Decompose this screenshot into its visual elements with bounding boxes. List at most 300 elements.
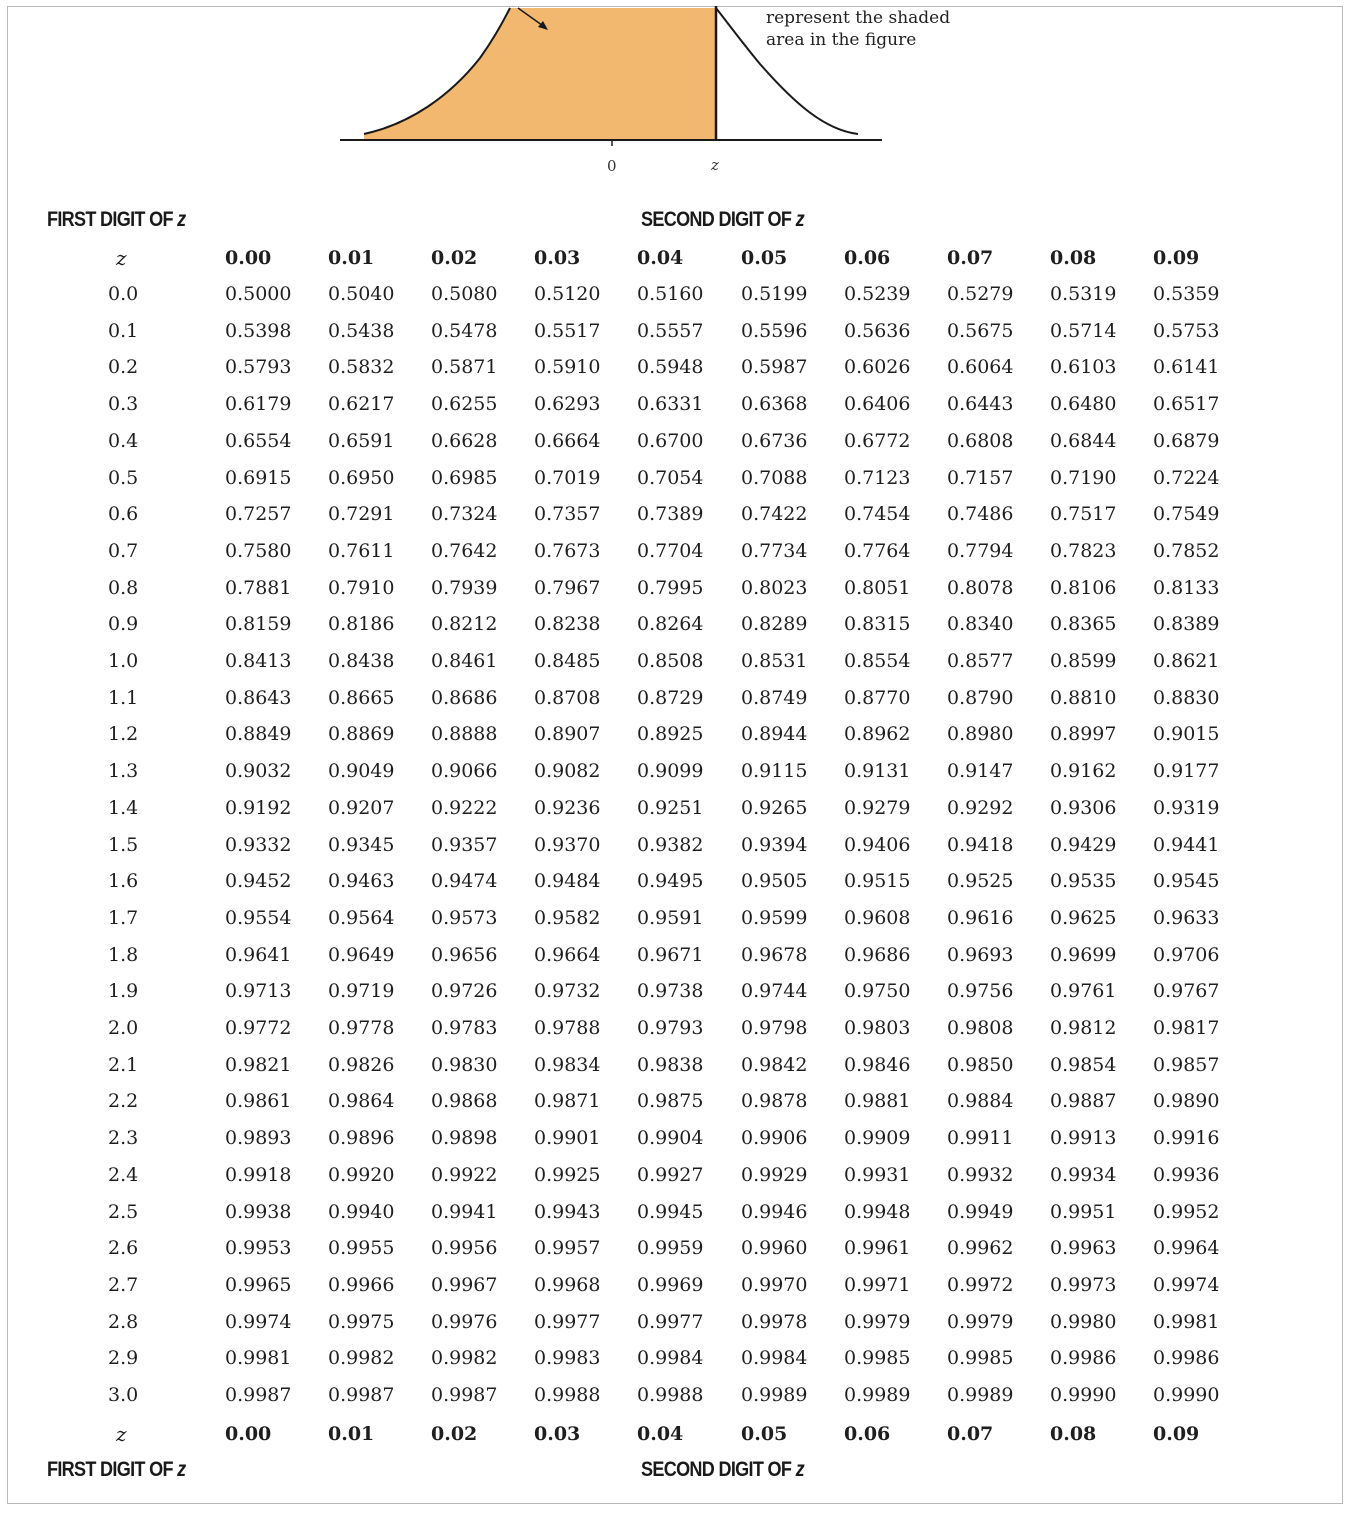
probability-cell: 0.9951 bbox=[1050, 1200, 1117, 1223]
probability-cell: 0.9984 bbox=[741, 1347, 808, 1370]
probability-cell: 0.9916 bbox=[1153, 1127, 1220, 1150]
z-value-cell: 1.1 bbox=[108, 686, 139, 709]
probability-cell: 0.5239 bbox=[844, 283, 911, 305]
z-value-cell: 3.0 bbox=[108, 1384, 139, 1406]
probability-cell: 0.8643 bbox=[225, 686, 292, 709]
probability-cell: 0.9920 bbox=[328, 1163, 395, 1186]
probability-cell: 0.8944 bbox=[741, 723, 808, 746]
probability-cell: 0.9732 bbox=[534, 980, 601, 1003]
probability-cell: 0.6443 bbox=[947, 393, 1014, 416]
probability-cell: 0.9678 bbox=[741, 943, 808, 966]
probability-cell: 0.9976 bbox=[431, 1310, 498, 1333]
probability-cell: 0.7967 bbox=[534, 576, 601, 599]
probability-cell: 0.8389 bbox=[1153, 613, 1220, 636]
probability-cell: 0.6517 bbox=[1153, 393, 1220, 416]
probability-cell: 0.9973 bbox=[1050, 1273, 1117, 1296]
probability-cell: 0.8186 bbox=[328, 613, 395, 636]
probability-cell: 0.9979 bbox=[844, 1310, 911, 1333]
probability-cell: 0.8599 bbox=[1050, 650, 1117, 672]
probability-cell: 0.8621 bbox=[1153, 650, 1220, 672]
probability-cell: 0.9964 bbox=[1153, 1237, 1220, 1260]
probability-cell: 0.7257 bbox=[225, 503, 292, 526]
probability-cell: 0.9983 bbox=[534, 1347, 601, 1370]
probability-cell: 0.9989 bbox=[844, 1384, 911, 1406]
z-value-cell: 1.0 bbox=[108, 650, 139, 672]
probability-cell: 0.7389 bbox=[637, 503, 704, 526]
probability-cell: 0.9986 bbox=[1153, 1347, 1220, 1370]
probability-cell: 0.8078 bbox=[947, 576, 1014, 599]
probability-cell: 0.6950 bbox=[328, 466, 395, 489]
probability-cell: 0.8508 bbox=[637, 650, 704, 672]
probability-cell: 0.9049 bbox=[328, 760, 395, 783]
probability-cell: 0.6406 bbox=[844, 393, 911, 416]
probability-cell: 0.9988 bbox=[534, 1384, 601, 1406]
probability-cell: 0.6255 bbox=[431, 393, 498, 416]
probability-cell: 0.9525 bbox=[947, 870, 1014, 893]
probability-cell: 0.9693 bbox=[947, 943, 1014, 966]
probability-cell: 0.5279 bbox=[947, 283, 1014, 305]
probability-cell: 0.5000 bbox=[225, 283, 292, 305]
column-header: 0.04 bbox=[637, 247, 684, 269]
probability-cell: 0.9969 bbox=[637, 1273, 704, 1296]
probability-cell: 0.9977 bbox=[534, 1310, 601, 1333]
probability-cell: 0.9719 bbox=[328, 980, 395, 1003]
probability-cell: 0.9798 bbox=[741, 1017, 808, 1039]
probability-cell: 0.7881 bbox=[225, 576, 292, 599]
probability-cell: 0.9925 bbox=[534, 1163, 601, 1186]
table-row bbox=[0, 463, 1352, 493]
probability-cell: 0.9931 bbox=[844, 1163, 911, 1186]
probability-cell: 0.7454 bbox=[844, 503, 911, 526]
column-header: 0.02 bbox=[431, 1423, 478, 1445]
table-row bbox=[0, 756, 1352, 786]
column-header: 0.06 bbox=[844, 247, 891, 269]
z-value-cell: 0.0 bbox=[108, 283, 139, 305]
probability-cell: 0.6844 bbox=[1050, 429, 1117, 452]
figure-caption: represent the shaded area in the figure bbox=[766, 8, 951, 50]
table-row bbox=[0, 903, 1352, 933]
probability-cell: 0.6026 bbox=[844, 356, 911, 379]
table-row bbox=[0, 352, 1352, 382]
probability-cell: 0.5517 bbox=[534, 319, 601, 342]
probability-cell: 0.7357 bbox=[534, 503, 601, 526]
probability-cell: 0.9265 bbox=[741, 796, 808, 819]
column-header: 0.09 bbox=[1153, 247, 1200, 269]
second-digit-label-bottom: SECOND DIGIT OF z bbox=[641, 1458, 804, 1481]
probability-cell: 0.8830 bbox=[1153, 686, 1220, 709]
probability-cell: 0.9955 bbox=[328, 1237, 395, 1260]
probability-cell: 0.9884 bbox=[947, 1090, 1014, 1113]
probability-cell: 0.5636 bbox=[844, 319, 911, 342]
probability-cell: 0.9932 bbox=[947, 1163, 1014, 1186]
probability-cell: 0.6736 bbox=[741, 429, 808, 452]
probability-cell: 0.9099 bbox=[637, 760, 704, 783]
probability-cell: 0.9671 bbox=[637, 943, 704, 966]
probability-cell: 0.6103 bbox=[1050, 356, 1117, 379]
probability-cell: 0.9938 bbox=[225, 1200, 292, 1223]
normal-curve-figure bbox=[0, 0, 1352, 200]
table-row bbox=[0, 1050, 1352, 1080]
probability-cell: 0.9878 bbox=[741, 1090, 808, 1113]
probability-cell: 0.9861 bbox=[225, 1090, 292, 1113]
probability-cell: 0.9986 bbox=[1050, 1347, 1117, 1370]
probability-cell: 0.9793 bbox=[637, 1017, 704, 1039]
probability-cell: 0.9582 bbox=[534, 906, 601, 929]
probability-cell: 0.9744 bbox=[741, 980, 808, 1003]
probability-cell: 0.9812 bbox=[1050, 1017, 1117, 1039]
probability-cell: 0.8315 bbox=[844, 613, 911, 636]
z-value-cell: 1.2 bbox=[108, 723, 139, 746]
probability-cell: 0.9830 bbox=[431, 1053, 498, 1076]
probability-cell: 0.9495 bbox=[637, 870, 704, 893]
probability-cell: 0.9761 bbox=[1050, 980, 1117, 1003]
probability-cell: 0.5478 bbox=[431, 319, 498, 342]
probability-cell: 0.8869 bbox=[328, 723, 395, 746]
z-value-cell: 1.7 bbox=[108, 906, 139, 929]
probability-cell: 0.9904 bbox=[637, 1127, 704, 1150]
probability-cell: 0.9868 bbox=[431, 1090, 498, 1113]
probability-cell: 0.9788 bbox=[534, 1017, 601, 1039]
z-value-cell: 0.8 bbox=[108, 576, 139, 599]
probability-cell: 0.9222 bbox=[431, 796, 498, 819]
z-value-cell: 2.8 bbox=[108, 1310, 139, 1333]
table-row bbox=[0, 976, 1352, 1006]
probability-cell: 0.8849 bbox=[225, 723, 292, 746]
probability-cell: 0.6141 bbox=[1153, 356, 1220, 379]
probability-cell: 0.8708 bbox=[534, 686, 601, 709]
table-row bbox=[0, 1160, 1352, 1190]
column-header: 0.00 bbox=[225, 1423, 272, 1445]
probability-cell: 0.7190 bbox=[1050, 466, 1117, 489]
probability-cell: 0.9803 bbox=[844, 1017, 911, 1039]
z-value-cell: 1.8 bbox=[108, 943, 139, 966]
first-digit-label-bottom: FIRST DIGIT OF z bbox=[47, 1458, 186, 1481]
probability-cell: 0.7794 bbox=[947, 539, 1014, 562]
probability-cell: 0.9545 bbox=[1153, 870, 1220, 893]
probability-cell: 0.9854 bbox=[1050, 1053, 1117, 1076]
probability-cell: 0.9949 bbox=[947, 1200, 1014, 1223]
probability-cell: 0.9893 bbox=[225, 1127, 292, 1150]
probability-cell: 0.9934 bbox=[1050, 1163, 1117, 1186]
probability-cell: 0.9948 bbox=[844, 1200, 911, 1223]
probability-cell: 0.9981 bbox=[225, 1347, 292, 1370]
table-row bbox=[0, 573, 1352, 603]
probability-cell: 0.8264 bbox=[637, 613, 704, 636]
probability-cell: 0.5040 bbox=[328, 283, 395, 305]
probability-cell: 0.9989 bbox=[741, 1384, 808, 1406]
probability-cell: 0.9981 bbox=[1153, 1310, 1220, 1333]
probability-cell: 0.5120 bbox=[534, 283, 601, 305]
probability-cell: 0.9664 bbox=[534, 943, 601, 966]
probability-cell: 0.5199 bbox=[741, 283, 808, 305]
probability-cell: 0.9967 bbox=[431, 1273, 498, 1296]
column-header: 0.06 bbox=[844, 1423, 891, 1445]
probability-cell: 0.8810 bbox=[1050, 686, 1117, 709]
probability-cell: 0.9177 bbox=[1153, 760, 1220, 783]
probability-cell: 0.5871 bbox=[431, 356, 498, 379]
probability-cell: 0.7611 bbox=[328, 539, 395, 562]
probability-cell: 0.9429 bbox=[1050, 833, 1117, 856]
probability-cell: 0.9418 bbox=[947, 833, 1014, 856]
z-value-cell: 2.5 bbox=[108, 1200, 139, 1223]
probability-cell: 0.7224 bbox=[1153, 466, 1220, 489]
probability-cell: 0.9573 bbox=[431, 906, 498, 929]
column-header: 0.07 bbox=[947, 1423, 994, 1445]
probability-cell: 0.9082 bbox=[534, 760, 601, 783]
table-row bbox=[0, 1123, 1352, 1153]
probability-cell: 0.9826 bbox=[328, 1053, 395, 1076]
probability-cell: 0.9929 bbox=[741, 1163, 808, 1186]
table-row bbox=[0, 1197, 1352, 1227]
probability-cell: 0.7291 bbox=[328, 503, 395, 526]
probability-cell: 0.9906 bbox=[741, 1127, 808, 1150]
table-row bbox=[0, 1233, 1352, 1263]
probability-cell: 0.8159 bbox=[225, 613, 292, 636]
table-row bbox=[0, 279, 1352, 309]
probability-cell: 0.9783 bbox=[431, 1017, 498, 1039]
probability-cell: 0.6293 bbox=[534, 393, 601, 416]
probability-cell: 0.9971 bbox=[844, 1273, 911, 1296]
probability-cell: 0.9961 bbox=[844, 1237, 911, 1260]
z-value-cell: 0.9 bbox=[108, 613, 139, 636]
probability-cell: 0.9966 bbox=[328, 1273, 395, 1296]
probability-cell: 0.9987 bbox=[225, 1384, 292, 1406]
probability-cell: 0.8907 bbox=[534, 723, 601, 746]
probability-cell: 0.9015 bbox=[1153, 723, 1220, 746]
probability-cell: 0.9535 bbox=[1050, 870, 1117, 893]
table-row bbox=[0, 646, 1352, 676]
table-row bbox=[0, 316, 1352, 346]
column-header: 0.01 bbox=[328, 247, 375, 269]
probability-cell: 0.5910 bbox=[534, 356, 601, 379]
probability-cell: 0.7486 bbox=[947, 503, 1014, 526]
probability-cell: 0.8365 bbox=[1050, 613, 1117, 636]
probability-cell: 0.5987 bbox=[741, 356, 808, 379]
probability-cell: 0.7704 bbox=[637, 539, 704, 562]
probability-cell: 0.9850 bbox=[947, 1053, 1014, 1076]
probability-cell: 0.8749 bbox=[741, 686, 808, 709]
probability-cell: 0.9207 bbox=[328, 796, 395, 819]
probability-cell: 0.9686 bbox=[844, 943, 911, 966]
probability-cell: 0.9987 bbox=[431, 1384, 498, 1406]
probability-cell: 0.9738 bbox=[637, 980, 704, 1003]
probability-cell: 0.9972 bbox=[947, 1273, 1014, 1296]
probability-cell: 0.9656 bbox=[431, 943, 498, 966]
probability-cell: 0.9251 bbox=[637, 796, 704, 819]
probability-cell: 0.9767 bbox=[1153, 980, 1220, 1003]
column-header: 0.08 bbox=[1050, 1423, 1097, 1445]
probability-cell: 0.6480 bbox=[1050, 393, 1117, 416]
table-row bbox=[0, 1013, 1352, 1043]
second-digit-label-top: SECOND DIGIT OF z bbox=[641, 208, 804, 231]
probability-cell: 0.9975 bbox=[328, 1310, 395, 1333]
probability-cell: 0.9941 bbox=[431, 1200, 498, 1223]
z-value-cell: 2.7 bbox=[108, 1273, 139, 1296]
probability-cell: 0.9945 bbox=[637, 1200, 704, 1223]
probability-cell: 0.5675 bbox=[947, 319, 1014, 342]
probability-cell: 0.7764 bbox=[844, 539, 911, 562]
probability-cell: 0.5080 bbox=[431, 283, 498, 305]
column-header: 0.07 bbox=[947, 247, 994, 269]
probability-cell: 0.9599 bbox=[741, 906, 808, 929]
probability-cell: 0.7019 bbox=[534, 466, 601, 489]
probability-cell: 0.9147 bbox=[947, 760, 1014, 783]
column-header: 0.00 bbox=[225, 247, 272, 269]
z-value-cell: 0.4 bbox=[108, 429, 139, 452]
probability-cell: 0.9332 bbox=[225, 833, 292, 856]
probability-cell: 0.9452 bbox=[225, 870, 292, 893]
table-row bbox=[0, 1307, 1352, 1337]
probability-cell: 0.9913 bbox=[1050, 1127, 1117, 1150]
z-value-cell: 1.4 bbox=[108, 796, 139, 819]
table-row bbox=[0, 609, 1352, 639]
table-row bbox=[0, 536, 1352, 566]
probability-cell: 0.8925 bbox=[637, 723, 704, 746]
table-row bbox=[0, 1380, 1352, 1410]
probability-cell: 0.9808 bbox=[947, 1017, 1014, 1039]
probability-cell: 0.6808 bbox=[947, 429, 1014, 452]
z-value-cell: 2.2 bbox=[108, 1090, 139, 1113]
probability-cell: 0.9970 bbox=[741, 1273, 808, 1296]
probability-cell: 0.5160 bbox=[637, 283, 704, 305]
table-row bbox=[0, 389, 1352, 419]
probability-cell: 0.9881 bbox=[844, 1090, 911, 1113]
table-row bbox=[0, 1343, 1352, 1373]
probability-cell: 0.8485 bbox=[534, 650, 601, 672]
probability-cell: 0.6772 bbox=[844, 429, 911, 452]
probability-cell: 0.9962 bbox=[947, 1237, 1014, 1260]
probability-cell: 0.5359 bbox=[1153, 283, 1220, 305]
probability-cell: 0.9982 bbox=[328, 1347, 395, 1370]
probability-cell: 0.9965 bbox=[225, 1273, 292, 1296]
z-value-cell: 1.5 bbox=[108, 833, 139, 856]
column-header: 0.05 bbox=[741, 247, 788, 269]
probability-cell: 0.9968 bbox=[534, 1273, 601, 1296]
probability-cell: 0.9817 bbox=[1153, 1017, 1220, 1039]
probability-cell: 0.9990 bbox=[1153, 1384, 1220, 1406]
z-value-cell: 0.1 bbox=[108, 319, 139, 342]
probability-cell: 0.9131 bbox=[844, 760, 911, 783]
probability-cell: 0.6179 bbox=[225, 393, 292, 416]
probability-cell: 0.9608 bbox=[844, 906, 911, 929]
z-column-header: z bbox=[116, 1422, 127, 1446]
probability-cell: 0.6879 bbox=[1153, 429, 1220, 452]
probability-cell: 0.8790 bbox=[947, 686, 1014, 709]
probability-cell: 0.5319 bbox=[1050, 283, 1117, 305]
probability-cell: 0.8289 bbox=[741, 613, 808, 636]
probability-cell: 0.8438 bbox=[328, 650, 395, 672]
probability-cell: 0.9406 bbox=[844, 833, 911, 856]
z-value-cell: 2.9 bbox=[108, 1347, 139, 1370]
z-value-cell: 0.5 bbox=[108, 466, 139, 489]
header-row-top bbox=[0, 243, 1352, 273]
probability-cell: 0.8238 bbox=[534, 613, 601, 636]
probability-cell: 0.9616 bbox=[947, 906, 1014, 929]
probability-cell: 0.9864 bbox=[328, 1090, 395, 1113]
probability-cell: 0.9978 bbox=[741, 1310, 808, 1333]
probability-cell: 0.9909 bbox=[844, 1127, 911, 1150]
probability-cell: 0.5793 bbox=[225, 356, 292, 379]
probability-cell: 0.9956 bbox=[431, 1237, 498, 1260]
axis-label-z: z bbox=[711, 156, 719, 174]
z-value-cell: 1.9 bbox=[108, 980, 139, 1003]
column-header: 0.05 bbox=[741, 1423, 788, 1445]
probability-cell: 0.5557 bbox=[637, 319, 704, 342]
column-header: 0.03 bbox=[534, 247, 581, 269]
probability-cell: 0.8340 bbox=[947, 613, 1014, 636]
probability-cell: 0.7995 bbox=[637, 576, 704, 599]
probability-cell: 0.7517 bbox=[1050, 503, 1117, 526]
z-value-cell: 0.2 bbox=[108, 356, 139, 379]
probability-cell: 0.9750 bbox=[844, 980, 911, 1003]
probability-cell: 0.6985 bbox=[431, 466, 498, 489]
probability-cell: 0.9625 bbox=[1050, 906, 1117, 929]
probability-cell: 0.9115 bbox=[741, 760, 808, 783]
probability-cell: 0.8212 bbox=[431, 613, 498, 636]
probability-cell: 0.7422 bbox=[741, 503, 808, 526]
z-value-cell: 1.3 bbox=[108, 760, 139, 783]
probability-cell: 0.9633 bbox=[1153, 906, 1220, 929]
probability-cell: 0.7549 bbox=[1153, 503, 1220, 526]
probability-cell: 0.9554 bbox=[225, 906, 292, 929]
probability-cell: 0.6628 bbox=[431, 429, 498, 452]
probability-cell: 0.9896 bbox=[328, 1127, 395, 1150]
shaded-area bbox=[364, 8, 716, 140]
z-value-cell: 0.7 bbox=[108, 539, 139, 562]
probability-cell: 0.8980 bbox=[947, 723, 1014, 746]
probability-cell: 0.9982 bbox=[431, 1347, 498, 1370]
probability-cell: 0.9505 bbox=[741, 870, 808, 893]
probability-cell: 0.5714 bbox=[1050, 319, 1117, 342]
probability-cell: 0.9515 bbox=[844, 870, 911, 893]
column-header: 0.08 bbox=[1050, 247, 1097, 269]
probability-cell: 0.9441 bbox=[1153, 833, 1220, 856]
table-row bbox=[0, 719, 1352, 749]
probability-cell: 0.5753 bbox=[1153, 319, 1220, 342]
probability-cell: 0.7939 bbox=[431, 576, 498, 599]
probability-cell: 0.6217 bbox=[328, 393, 395, 416]
probability-cell: 0.9236 bbox=[534, 796, 601, 819]
probability-cell: 0.7642 bbox=[431, 539, 498, 562]
probability-cell: 0.9279 bbox=[844, 796, 911, 819]
probability-cell: 0.9857 bbox=[1153, 1053, 1220, 1076]
probability-cell: 0.9699 bbox=[1050, 943, 1117, 966]
probability-cell: 0.6064 bbox=[947, 356, 1014, 379]
probability-cell: 0.9192 bbox=[225, 796, 292, 819]
probability-cell: 0.9953 bbox=[225, 1237, 292, 1260]
probability-cell: 0.9162 bbox=[1050, 760, 1117, 783]
probability-cell: 0.9649 bbox=[328, 943, 395, 966]
column-header: 0.04 bbox=[637, 1423, 684, 1445]
probability-cell: 0.7852 bbox=[1153, 539, 1220, 562]
probability-cell: 0.9922 bbox=[431, 1163, 498, 1186]
first-digit-label-top: FIRST DIGIT OF z bbox=[47, 208, 186, 231]
probability-cell: 0.9778 bbox=[328, 1017, 395, 1039]
probability-cell: 0.9032 bbox=[225, 760, 292, 783]
probability-cell: 0.5596 bbox=[741, 319, 808, 342]
probability-cell: 0.9901 bbox=[534, 1127, 601, 1150]
probability-cell: 0.9821 bbox=[225, 1053, 292, 1076]
probability-cell: 0.9772 bbox=[225, 1017, 292, 1039]
probability-cell: 0.8554 bbox=[844, 650, 911, 672]
table-row bbox=[0, 793, 1352, 823]
probability-cell: 0.8106 bbox=[1050, 576, 1117, 599]
probability-cell: 0.9974 bbox=[225, 1310, 292, 1333]
probability-cell: 0.9985 bbox=[844, 1347, 911, 1370]
probability-cell: 0.9887 bbox=[1050, 1090, 1117, 1113]
header-row-bottom bbox=[0, 1419, 1352, 1449]
probability-cell: 0.9898 bbox=[431, 1127, 498, 1150]
